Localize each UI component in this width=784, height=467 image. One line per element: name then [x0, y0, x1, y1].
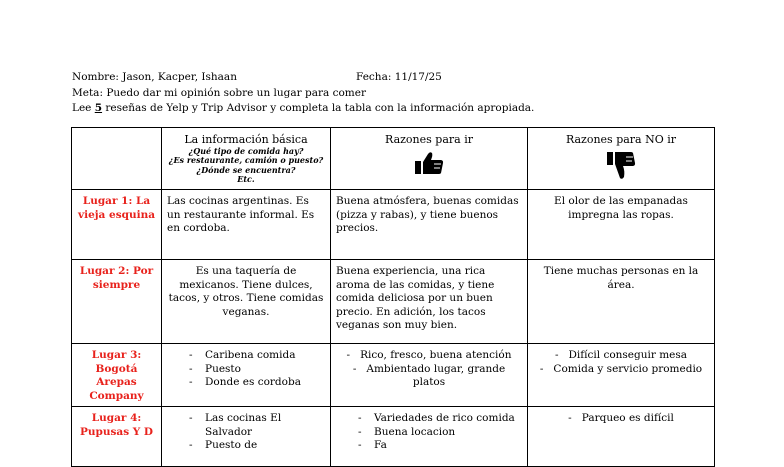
row-label: Lugar 2: Por siempre — [72, 260, 162, 344]
basic-info-cell — [162, 407, 331, 467]
table-row — [72, 190, 715, 260]
thumbs-down-icon — [606, 151, 636, 181]
header-basic-info: La información básica ¿Qué tipo de comida hay? ¿Es restaurante, camión o puesto? ¿Dónde se encuentra? Etc. — [162, 128, 331, 190]
list-item: - Comida y servicio promedio — [533, 363, 709, 377]
instructions-line: Lee 5 reseñas de Yelp y Trip Advisor y completa la tabla con la información apropiada. — [72, 102, 535, 114]
header-reasons-go: Razones para ir — [331, 128, 528, 190]
list-item: - Rico, fresco, buena atención — [336, 349, 522, 363]
review-table — [71, 127, 715, 467]
list-item: - Buena locacion — [336, 426, 522, 440]
table-row — [72, 260, 715, 344]
goal-line: Meta: Puedo dar mi opinión sobre un lugar para comer — [72, 86, 366, 99]
thumbs-up-icon — [414, 151, 444, 175]
reasons-no-go-cell — [528, 407, 715, 467]
basic-info-cell — [162, 344, 331, 407]
list-item: - Fa — [336, 439, 522, 453]
list-item: - Ambientado lugar, grande platos — [336, 363, 522, 390]
list-item: - Variedades de rico comida — [336, 412, 522, 426]
basic-info-cell: Las cocinas argentinas. Es un restaurante informal. Es en cordoba. — [162, 190, 331, 260]
row-label: Lugar 4: Pupusas Y D — [72, 407, 162, 467]
reasons-go-cell: Buena atmósfera, buenas comidas (pizza y rabas), y tiene buenos precios. — [331, 190, 528, 260]
reasons-go-cell — [331, 407, 528, 467]
list-item: - Parqueo es difícil — [533, 412, 709, 426]
reasons-go-cell — [331, 344, 528, 407]
reasons-no-go-cell — [528, 344, 715, 407]
list-item: - Caribena comida — [167, 349, 325, 363]
list-item: - Donde es cordoba — [167, 376, 325, 390]
header-empty-cell — [72, 128, 162, 190]
review-count: 5 — [94, 102, 103, 114]
basic-info-cell: Es una taquería de mexicanos. Tiene dulces, tacos, y otros. Tiene comidas veganas. — [162, 260, 331, 344]
row-label: Lugar 1: La vieja esquina — [72, 190, 162, 260]
table-header-row — [72, 128, 715, 190]
list-item: - Puesto de — [167, 439, 325, 453]
list-item: - Difícil conseguir mesa — [533, 349, 709, 363]
date-line: Fecha: 11/17/25 — [356, 71, 442, 83]
table-row — [72, 407, 715, 467]
reasons-no-go-cell: Tiene muchas personas en la área. — [528, 260, 715, 344]
list-item: - Puesto — [167, 363, 325, 377]
header-reasons-no-go: Razones para NO ir — [528, 128, 715, 190]
worksheet-header — [72, 70, 534, 117]
row-label: Lugar 3: Bogotá Arepas Company — [72, 344, 162, 407]
reasons-no-go-cell: El olor de las empanadas impregna las ropas. — [528, 190, 715, 260]
list-item: - Las cocinas El Salvador — [167, 412, 325, 439]
table-row — [72, 344, 715, 407]
reasons-go-cell: Buena experiencia, una rica aroma de las comidas, y tiene comida deliciosa por un buen precio. En adición, los tacos veganas son muy bien. — [331, 260, 528, 344]
name-line: Nombre: Jason, Kacper, Ishaan — [72, 71, 237, 83]
